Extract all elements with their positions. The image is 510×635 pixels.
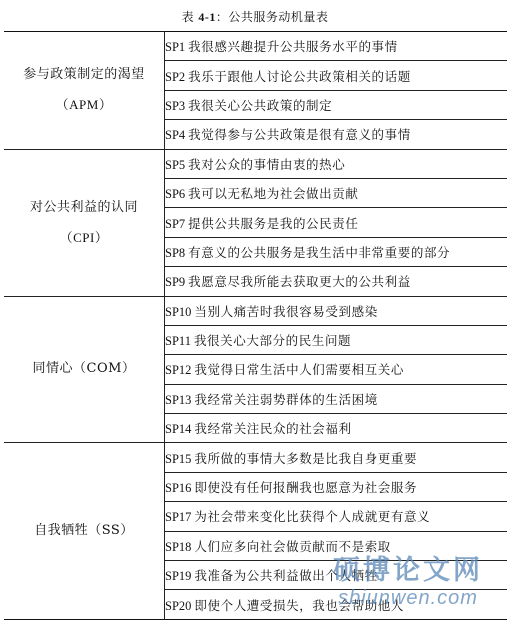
item-cell (165, 61, 508, 90)
item-cell (165, 208, 508, 237)
item-cell (165, 355, 508, 384)
item-text: 即使个人遭受损失，我也会帮助他人 (194, 597, 405, 613)
item-text: 提供公共服务是我的公民责任 (188, 215, 359, 231)
item-cell (165, 32, 508, 61)
item-text: 我愿意尽我所能去获取更大的公共利益 (188, 274, 411, 290)
item-text: 当别人痛苦时我很容易受到感染 (194, 303, 378, 319)
item-cell (165, 561, 508, 590)
item-cell (165, 590, 508, 619)
dimension-abbr: （CPI） (59, 229, 109, 245)
watermark-chinese: 硕博论文网 (333, 555, 483, 586)
item-text: 我很关心大部分的民生问题 (193, 333, 352, 349)
item-code: SP8 (165, 245, 186, 260)
dimension-cell-cpi (4, 149, 165, 296)
table-row (4, 32, 507, 61)
item-cell (165, 178, 508, 207)
item-code: SP6 (165, 187, 186, 202)
item-text: 我对公众的事情由衷的热心 (188, 156, 346, 172)
item-cell (165, 443, 508, 472)
item-code: SP14 (165, 422, 192, 437)
item-cell (165, 149, 508, 178)
watermark-latin: sbiunwen.com (338, 587, 478, 609)
item-code: SP17 (165, 510, 192, 525)
item-code: SP9 (165, 275, 186, 290)
dimension-name: 对公共利益的认同 (29, 199, 138, 215)
item-code: SP11 (165, 334, 191, 349)
dimension-cell-com (4, 296, 165, 443)
item-code: SP2 (165, 69, 186, 84)
item-code: SP19 (165, 569, 192, 584)
item-code: SP3 (165, 98, 186, 113)
item-cell (165, 120, 508, 149)
caption-label: 表 (181, 10, 199, 24)
dimension-cell-ss (4, 443, 165, 619)
item-text: 我乐于跟他人讨论公共政策相关的话题 (188, 68, 411, 84)
item-code: SP4 (165, 128, 186, 143)
table-caption (0, 8, 510, 25)
item-code: SP7 (165, 216, 186, 231)
item-text: 我很感兴趣提升公共服务水平的事情 (188, 39, 398, 55)
item-cell (165, 90, 508, 119)
dimension-cell-apm (4, 32, 165, 150)
item-text: 即使没有任何报酬我也愿意为社会服务 (194, 480, 418, 496)
item-cell (165, 384, 508, 413)
dimension-name: 自我牺牲（SS） (34, 523, 134, 539)
caption-number: 4-1 (198, 10, 216, 24)
item-text: 我准备为公共利益做出个人牺牲 (194, 568, 378, 584)
table-row (4, 443, 507, 472)
item-code: SP15 (165, 451, 192, 466)
item-code: SP1 (165, 40, 186, 55)
table-row (4, 296, 507, 325)
dimension-abbr: （APM） (55, 97, 113, 113)
item-cell (165, 531, 508, 560)
item-cell (165, 237, 508, 266)
item-text: 有意义的公共服务是我生活中非常重要的部分 (188, 244, 451, 260)
dimension-name: 同情心（COM） (32, 361, 136, 377)
item-text: 我经常关注民众的社会福利 (194, 421, 352, 437)
item-text: 人们应多向社会做贡献而不是索取 (194, 538, 391, 554)
motivation-scale-table (4, 31, 507, 620)
item-code: SP16 (165, 481, 192, 496)
item-cell (165, 502, 508, 531)
caption-title: ：公共服务动机量表 (215, 10, 329, 24)
item-text: 我经常关注弱势群体的生活困境 (194, 391, 378, 407)
item-code: SP5 (165, 157, 186, 172)
item-code: SP12 (165, 363, 192, 378)
item-text: 我觉得日常生活中人们需要相互关心 (194, 362, 405, 378)
item-text: 我很关心公共政策的制定 (188, 97, 333, 113)
item-code: SP13 (165, 392, 192, 407)
item-cell (165, 325, 508, 354)
item-cell (165, 472, 508, 501)
table-row (4, 149, 507, 178)
item-text: 我可以无私地为社会做出贡献 (188, 186, 359, 202)
item-cell (165, 296, 508, 325)
item-code: SP20 (165, 598, 192, 613)
item-text: 为社会带来变化比获得个人成就更有意义 (194, 509, 431, 525)
item-code: SP10 (165, 304, 192, 319)
dimension-name: 参与政策制定的渴望 (23, 67, 145, 83)
item-code: SP18 (165, 539, 192, 554)
item-text: 我觉得参与公共政策是很有意义的事情 (188, 127, 411, 143)
item-cell (165, 267, 508, 296)
item-text: 我所做的事情大多数是比我自身更重要 (194, 450, 418, 466)
item-cell (165, 414, 508, 443)
